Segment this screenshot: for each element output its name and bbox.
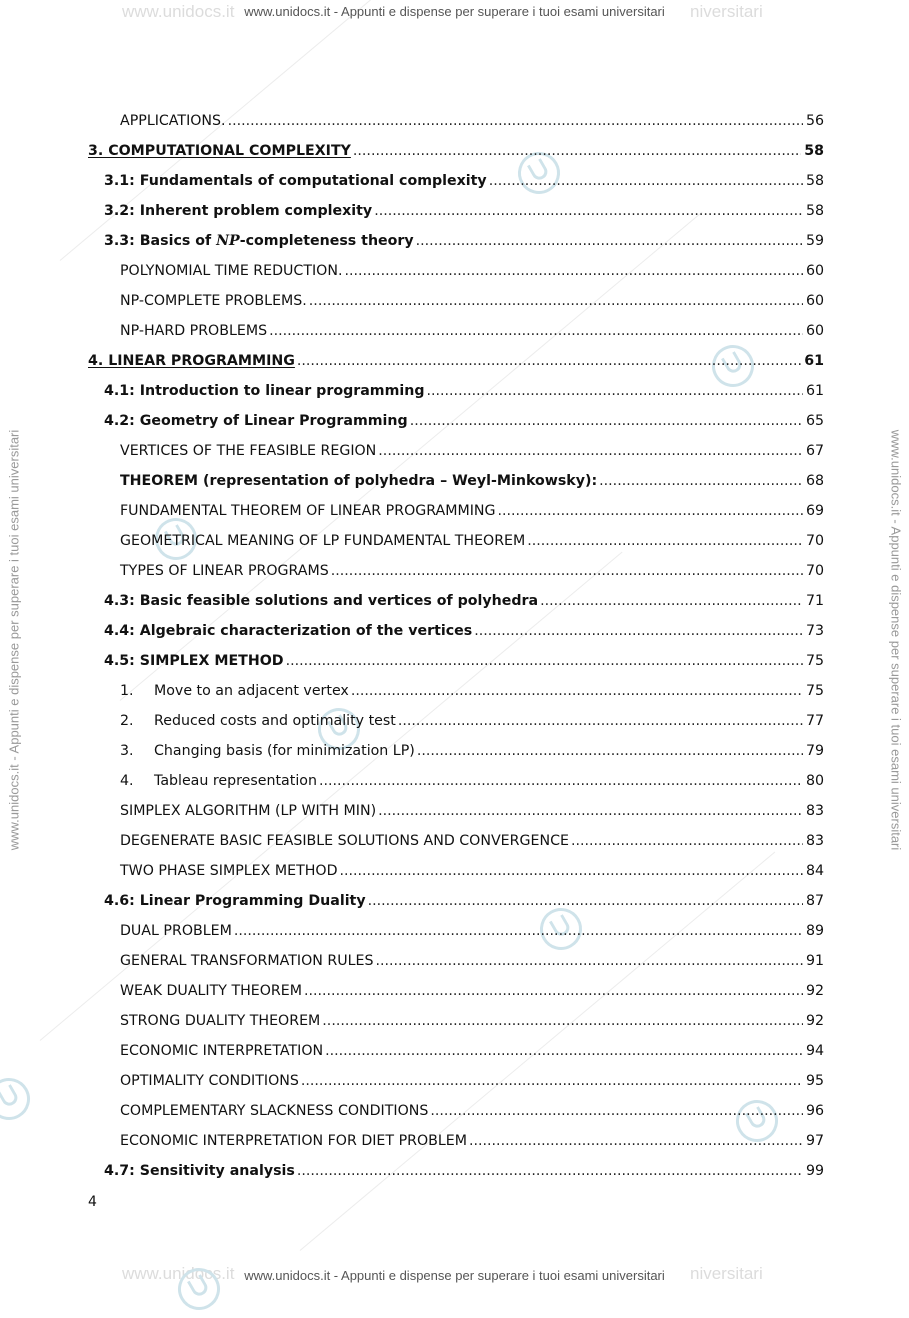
toc-leader-dots xyxy=(301,1066,803,1096)
left-side-watermark: www.unidocs.it - Appunti e dispense per superare i tuoi esami universitari xyxy=(6,429,22,851)
toc-page-number: 75 xyxy=(805,653,824,669)
toc-page-number: 61 xyxy=(804,353,824,369)
toc-section[interactable] xyxy=(88,226,824,256)
toc-page-number: 68 xyxy=(805,473,824,489)
toc-page-number: 97 xyxy=(805,1133,824,1149)
toc-title: 4.1: Introduction to linear programming xyxy=(104,383,425,399)
toc-subsection[interactable] xyxy=(88,316,824,346)
toc-page-number: 58 xyxy=(805,173,824,189)
toc-page-number: 59 xyxy=(805,233,824,249)
toc-page-number: 83 xyxy=(805,833,824,849)
toc-title: APPLICATIONS. xyxy=(120,113,226,129)
right-side-watermark: www.unidocs.it - Appunti e dispense per superare i tuoi esami universitari xyxy=(888,429,904,851)
toc-page-number: 84 xyxy=(805,863,824,879)
footer-watermark: www.unidocs.it - Appunti e dispense per superare i tuoi esami universitari xyxy=(244,1268,665,1283)
toc-title: 4.5: SIMPLEX METHOD xyxy=(104,653,284,669)
toc-leader-dots xyxy=(427,376,803,406)
toc-title: OPTIMALITY CONDITIONS xyxy=(120,1073,299,1089)
toc-title: 3.2: Inherent problem complexity xyxy=(104,203,373,219)
toc-subsection[interactable] xyxy=(88,766,824,796)
toc-leader-dots xyxy=(489,166,803,196)
toc-subsection[interactable] xyxy=(88,106,824,136)
toc-section[interactable] xyxy=(88,406,824,436)
toc-leader-dots xyxy=(378,436,803,466)
toc-leader-dots xyxy=(378,796,803,826)
toc-leader-dots xyxy=(527,526,803,556)
toc-subsection[interactable] xyxy=(88,256,824,286)
toc-page-number: 80 xyxy=(805,773,824,789)
toc-title: SIMPLEX ALGORITHM (LP WITH MIN) xyxy=(120,803,377,819)
toc-title: POLYNOMIAL TIME REDUCTION. xyxy=(120,263,343,279)
toc-subsection[interactable] xyxy=(88,916,824,946)
toc-title: DEGENERATE BASIC FEASIBLE SOLUTIONS AND CONVERGENCE xyxy=(120,833,569,849)
watermark-ghost-top: www.unidocs.it xyxy=(122,2,235,21)
toc-subsection[interactable] xyxy=(88,796,824,826)
toc-title: Tableau representation xyxy=(154,773,317,789)
toc-page-number: 91 xyxy=(805,953,824,969)
unidocs-logo-icon xyxy=(0,1070,38,1127)
toc-leader-dots xyxy=(469,1126,803,1156)
toc-page-number: 60 xyxy=(805,293,824,309)
toc-leader-dots xyxy=(331,556,803,586)
toc-leader-dots xyxy=(344,256,802,286)
toc-leader-dots xyxy=(398,706,803,736)
toc-section[interactable] xyxy=(88,1156,824,1186)
toc-page-number: 58 xyxy=(804,143,824,159)
toc-leader-dots xyxy=(353,136,801,166)
toc-page-number: 87 xyxy=(805,893,824,909)
toc-leader-dots xyxy=(368,886,803,916)
toc-title: GEOMETRICAL MEANING OF LP FUNDAMENTAL THEOREM xyxy=(120,533,526,549)
toc-page-number: 77 xyxy=(805,713,824,729)
toc-title: THEOREM (representation of polyhedra – Weyl-Minkowsky): xyxy=(120,473,598,489)
toc-leader-dots xyxy=(325,1036,803,1066)
toc-page-number: 65 xyxy=(805,413,824,429)
toc-page-number: 92 xyxy=(805,1013,824,1029)
toc-title: STRONG DUALITY THEOREM xyxy=(120,1013,321,1029)
toc-leader-dots xyxy=(228,106,803,136)
toc-title: 3. COMPUTATIONAL COMPLEXITY xyxy=(88,143,351,159)
toc-subsection[interactable] xyxy=(88,1126,824,1156)
toc-subsection[interactable] xyxy=(88,466,824,496)
toc-subsection[interactable] xyxy=(88,556,824,586)
toc-leader-dots xyxy=(416,226,803,256)
toc-subsection[interactable] xyxy=(88,1006,824,1036)
toc-page-number: 71 xyxy=(805,593,824,609)
toc-subsection[interactable] xyxy=(88,676,824,706)
toc-subsection[interactable] xyxy=(88,736,824,766)
toc-page-number: 69 xyxy=(805,503,824,519)
toc-leader-dots xyxy=(304,976,803,1006)
toc-leader-dots xyxy=(571,826,803,856)
toc-page-number: 73 xyxy=(805,623,824,639)
toc-title: 4. LINEAR PROGRAMMING xyxy=(88,353,295,369)
toc-title: NP-COMPLETE PROBLEMS. xyxy=(120,293,307,309)
toc-subsection[interactable] xyxy=(88,436,824,466)
toc-title: COMPLEMENTARY SLACKNESS CONDITIONS xyxy=(120,1103,429,1119)
toc-subsection[interactable] xyxy=(88,286,824,316)
toc-title: GENERAL TRANSFORMATION RULES xyxy=(120,953,374,969)
toc-item-number: 2. xyxy=(120,713,134,729)
toc-title: TYPES OF LINEAR PROGRAMS xyxy=(120,563,329,579)
toc-title: DUAL PROBLEM xyxy=(120,923,232,939)
toc-title: 4.6: Linear Programming Duality xyxy=(104,893,366,909)
toc-title xyxy=(104,226,414,256)
toc-page-number: 60 xyxy=(805,263,824,279)
toc-page-number: 70 xyxy=(805,533,824,549)
toc-subsection[interactable] xyxy=(88,1036,824,1066)
toc-title-suffix: -completeness theory xyxy=(239,233,414,249)
toc-title: WEAK DUALITY THEOREM xyxy=(120,983,302,999)
toc-title: ECONOMIC INTERPRETATION FOR DIET PROBLEM xyxy=(120,1133,467,1149)
toc-title: VERTICES OF THE FEASIBLE REGION xyxy=(120,443,377,459)
watermark-ghost-top-right: niversitari xyxy=(690,2,763,21)
toc-subsection[interactable] xyxy=(88,976,824,1006)
toc-title: 4.7: Sensitivity analysis xyxy=(104,1163,295,1179)
toc-leader-dots xyxy=(474,616,803,646)
toc-section[interactable] xyxy=(88,586,824,616)
toc-page-number: 99 xyxy=(805,1163,824,1179)
toc-section[interactable] xyxy=(88,196,824,226)
toc-leader-dots xyxy=(297,346,801,376)
toc-page-number: 79 xyxy=(805,743,824,759)
toc-page-number: 67 xyxy=(805,443,824,459)
header-watermark: www.unidocs.it - Appunti e dispense per superare i tuoi esami universitari xyxy=(244,4,665,19)
toc-page-number: 58 xyxy=(805,203,824,219)
toc-leader-dots xyxy=(376,946,803,976)
toc-subsection[interactable] xyxy=(88,856,824,886)
toc-leader-dots xyxy=(309,286,803,316)
toc-leader-dots xyxy=(374,196,803,226)
toc-chapter[interactable] xyxy=(88,136,824,166)
toc-title: Move to an adjacent vertex xyxy=(154,683,349,699)
toc-page-number: 95 xyxy=(805,1073,824,1089)
toc-page-number: 96 xyxy=(805,1103,824,1119)
toc-page-number: 94 xyxy=(805,1043,824,1059)
toc-subsection[interactable] xyxy=(88,1066,824,1096)
page-number: 4 xyxy=(88,1194,97,1210)
toc-page-number: 75 xyxy=(805,683,824,699)
toc-title: Reduced costs and optimality test xyxy=(154,713,396,729)
watermark-ghost-bottom-right: niversitari xyxy=(690,1264,763,1283)
toc-leader-dots xyxy=(540,586,803,616)
toc-subsection[interactable] xyxy=(88,946,824,976)
toc-page-number: 56 xyxy=(805,113,824,129)
toc-leader-dots xyxy=(322,1006,803,1036)
toc-leader-dots xyxy=(410,406,803,436)
toc-title: NP-HARD PROBLEMS xyxy=(120,323,268,339)
toc-section[interactable] xyxy=(88,886,824,916)
toc-leader-dots xyxy=(269,316,803,346)
watermark-ghost-bottom: www.unidocs.it xyxy=(122,1264,235,1283)
toc-subsection[interactable] xyxy=(88,526,824,556)
toc-page-number: 83 xyxy=(805,803,824,819)
toc-leader-dots xyxy=(599,466,803,496)
toc-title: Changing basis (for minimization LP) xyxy=(154,743,415,759)
toc-section[interactable] xyxy=(88,166,824,196)
toc-subsection[interactable] xyxy=(88,1096,824,1126)
toc-title-math: NP xyxy=(216,233,240,249)
toc-page-number: 89 xyxy=(805,923,824,939)
toc-title-prefix: 3.3: Basics of xyxy=(104,233,217,249)
toc-subsection[interactable] xyxy=(88,706,824,736)
toc-title: 4.4: Algebraic characterization of the vertices xyxy=(104,623,473,639)
toc-section[interactable] xyxy=(88,646,824,676)
toc-subsection[interactable] xyxy=(88,496,824,526)
toc-leader-dots xyxy=(498,496,803,526)
toc-leader-dots xyxy=(417,736,803,766)
toc-section[interactable] xyxy=(88,376,824,406)
toc-leader-dots xyxy=(340,856,803,886)
toc-item-number: 3. xyxy=(120,743,134,759)
toc-leader-dots xyxy=(297,1156,803,1186)
toc-title: TWO PHASE SIMPLEX METHOD xyxy=(120,863,338,879)
toc-page-number: 70 xyxy=(805,563,824,579)
toc-title: 4.3: Basic feasible solutions and vertices of polyhedra xyxy=(104,593,539,609)
toc-section[interactable] xyxy=(88,616,824,646)
toc-leader-dots xyxy=(286,646,803,676)
toc-leader-dots xyxy=(351,676,803,706)
toc-title: ECONOMIC INTERPRETATION xyxy=(120,1043,324,1059)
toc-item-number: 4. xyxy=(120,773,134,789)
table-of-contents xyxy=(88,106,824,1186)
toc-chapter[interactable] xyxy=(88,346,824,376)
toc-title: FUNDAMENTAL THEOREM OF LINEAR PROGRAMMING xyxy=(120,503,496,519)
toc-page-number: 61 xyxy=(805,383,824,399)
toc-page-number: 60 xyxy=(805,323,824,339)
toc-subsection[interactable] xyxy=(88,826,824,856)
toc-leader-dots xyxy=(430,1096,803,1126)
toc-leader-dots xyxy=(319,766,803,796)
toc-title: 4.2: Geometry of Linear Programming xyxy=(104,413,408,429)
toc-page-number: 92 xyxy=(805,983,824,999)
toc-item-number: 1. xyxy=(120,683,134,699)
toc-leader-dots xyxy=(234,916,803,946)
toc-title: 3.1: Fundamentals of computational complexity xyxy=(104,173,487,189)
